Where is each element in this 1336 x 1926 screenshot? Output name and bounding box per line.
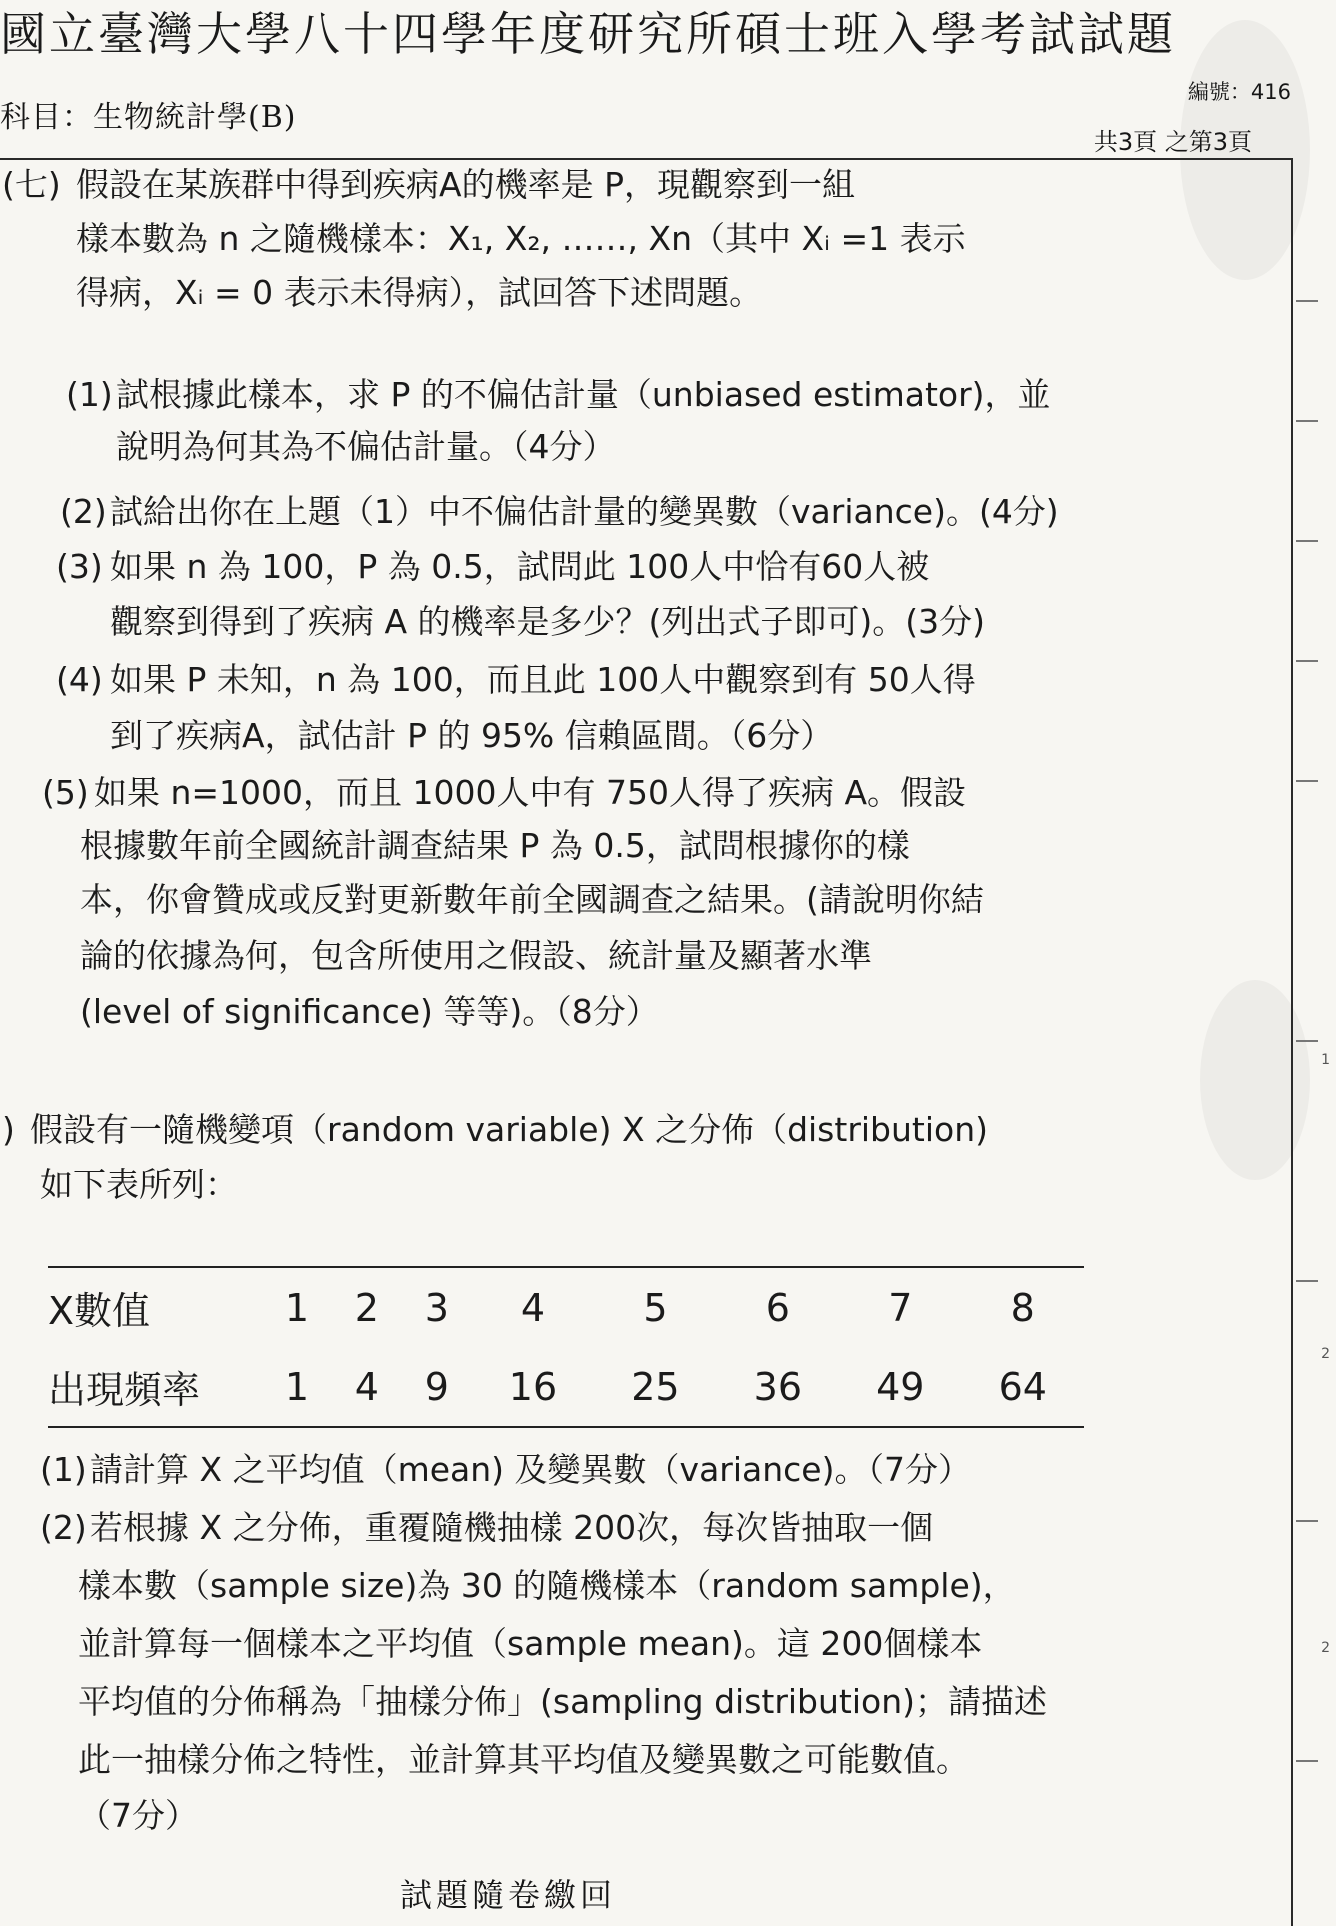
table-cell: 4 — [354, 1364, 379, 1409]
part-line: 樣本數（sample size)為 30 的隨機樣本（random sample)， — [78, 1566, 1016, 1605]
ruler-number: 2 — [1321, 1346, 1330, 1362]
part-line: 並計算每一個樣本之平均值（sample mean)。這 200個樣本 — [78, 1624, 983, 1663]
table-cell: 64 — [998, 1364, 1047, 1409]
part-line: 說明為何其為不偏估計量。（4分） — [116, 427, 616, 466]
table-cell: 9 — [424, 1364, 449, 1409]
table-cell: 4 — [520, 1285, 546, 1330]
table-cell: 16 — [508, 1364, 558, 1409]
part-line: 觀察到得到了疾病 A 的機率是多少？(列出式子即可)。(3分) — [110, 602, 986, 641]
part-line: 試給出你在上題（1）中不偏估計量的變異數（variance)。(4分) — [110, 492, 1059, 531]
part-line: 如果 n 為 100，P 為 0.5，試問此 100人中恰有60人被 — [110, 547, 930, 586]
table-cell: 6 — [765, 1285, 790, 1330]
page-count: 共3頁 之第3頁 — [1093, 128, 1252, 156]
question-7-number: (七) — [2, 165, 61, 204]
part-line: 此一抽樣分佈之特性，並計算其平均值及變異數之可能數值。 — [78, 1740, 969, 1779]
table-cell: 1 — [284, 1364, 310, 1409]
part-label: (1) — [66, 375, 113, 414]
question-8-intro-line: 假設有一隨機變項（random variable) X 之分佈（distribution) — [30, 1110, 988, 1149]
ruler-tick — [1296, 1520, 1318, 1522]
distribution-table — [48, 1266, 1084, 1428]
ruler-tick — [1296, 300, 1318, 302]
ruler-tick — [1296, 540, 1318, 542]
table-cell: 3 — [424, 1285, 449, 1330]
ruler-tick — [1296, 420, 1318, 422]
ruler-number: 2 — [1321, 1640, 1330, 1656]
table-row-label: 出現頻率 — [48, 1368, 201, 1412]
part-line: 試根據此樣本，求 P 的不偏估計量（unbiased estimator)，並 — [116, 375, 1051, 414]
part-line: 到了疾病A，試估計 P 的 95% 信賴區間。（6分） — [110, 716, 834, 755]
table-row-label: X數值 — [48, 1289, 151, 1333]
part-label: (2) — [60, 492, 107, 531]
table-cell: 36 — [753, 1364, 803, 1409]
part-label: (1) — [40, 1450, 87, 1489]
table-cell: 8 — [1010, 1285, 1035, 1330]
ruler-tick — [1296, 1040, 1318, 1042]
table-row — [48, 1267, 1084, 1347]
part-line: 如果 n=1000，而且 1000人中有 750人得了疾病 A。假設 — [94, 773, 967, 812]
exam-code: 編號：416 — [1187, 80, 1291, 104]
table-cell: 2 — [354, 1285, 379, 1330]
question-8-intro-line: 如下表所列： — [40, 1165, 238, 1204]
part-line: （7分） — [78, 1796, 198, 1835]
table-cell: 25 — [631, 1364, 680, 1409]
subject-label: 科目：生物統計學(B) — [0, 100, 297, 135]
question-8-number: ) — [2, 1110, 15, 1149]
part-label: (4) — [56, 660, 103, 699]
part-line: (level of significance) 等等)。（8分） — [80, 992, 659, 1031]
part-line: 論的依據為何，包含所使用之假設、統計量及顯著水準 — [80, 936, 872, 975]
table-cell: 49 — [876, 1364, 925, 1409]
table-cell: 1 — [284, 1285, 310, 1330]
part-line: 本，你會贊成或反對更新數年前全國調查之結果。(請說明你結 — [80, 880, 984, 919]
part-line: 請計算 X 之平均值（mean) 及變異數（variance)。（7分） — [90, 1450, 971, 1489]
part-label: (2) — [40, 1508, 87, 1547]
table-cell: 5 — [643, 1285, 668, 1330]
ruler-tick — [1296, 1280, 1318, 1282]
table-cell: 7 — [888, 1285, 913, 1330]
ruler-number: 1 — [1321, 1052, 1330, 1068]
return-notice: 試題隨卷繳回 — [400, 1876, 617, 1914]
part-line: 若根據 X 之分佈，重覆隨機抽樣 200次，每次皆抽取一個 — [90, 1508, 934, 1547]
part-label: (3) — [56, 547, 103, 586]
ruler-tick — [1296, 660, 1318, 662]
part-line: 平均值的分佈稱為「抽樣分佈」(sampling distribution)；請描述 — [78, 1682, 1048, 1721]
part-line: 如果 P 未知，n 為 100，而且此 100人中觀察到有 50人得 — [110, 660, 976, 699]
question-7-intro-line: 得病，Xᵢ = 0 表示未得病），試回答下述問題。 — [76, 273, 763, 312]
part-label: (5) — [42, 773, 89, 812]
question-7-intro-line: 假設在某族群中得到疾病A的機率是 P，現觀察到一組 — [76, 165, 855, 204]
ruler-tick — [1296, 780, 1318, 782]
ruler-tick — [1296, 1760, 1318, 1762]
exam-title: 國立臺灣大學八十四學年度研究所碩士班入學考試試題 — [0, 7, 1176, 61]
part-line: 根據數年前全國統計調查結果 P 為 0.5，試問根據你的樣 — [80, 826, 910, 865]
question-7-intro-line: 樣本數為 n 之隨機樣本：X₁, X₂, ……, Xn（其中 Xᵢ =1 表示 — [76, 219, 966, 258]
table-row — [48, 1347, 1084, 1427]
